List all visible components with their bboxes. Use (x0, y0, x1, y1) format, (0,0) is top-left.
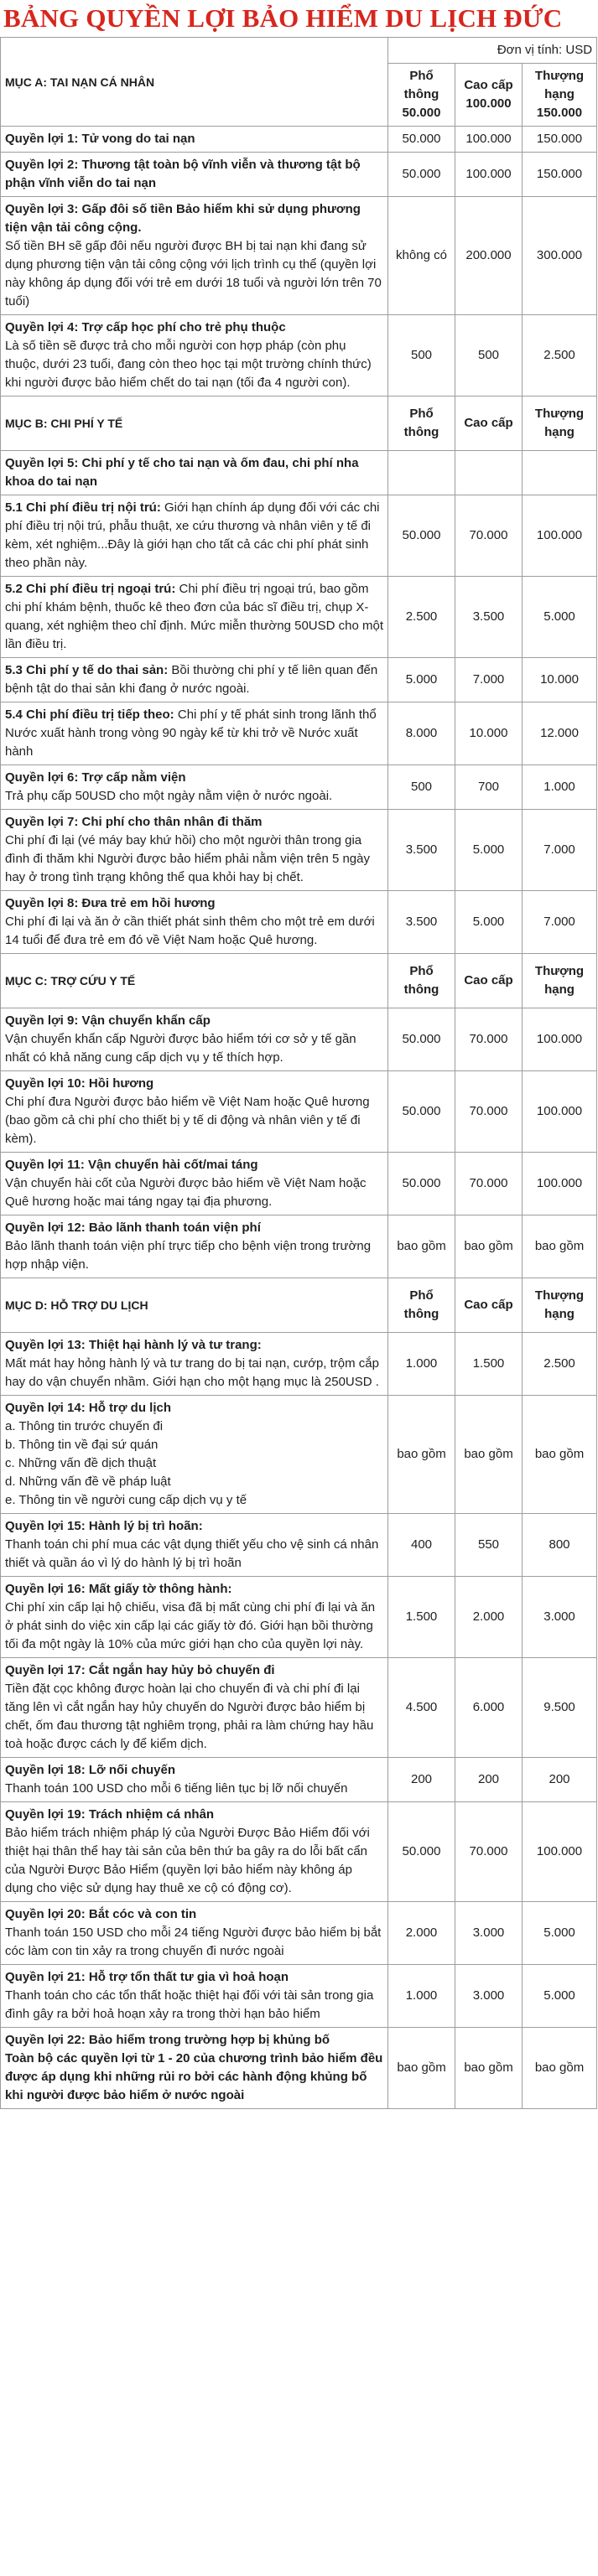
benefit-value: 1.500 (388, 1577, 455, 1658)
benefit-desc-line: b. Thông tin về đại sứ quán (5, 1438, 159, 1452)
benefit-value: 100.000 (523, 1071, 597, 1153)
benefit-value: 100.000 (455, 153, 523, 197)
benefit-value: 150.000 (523, 127, 597, 153)
benefit-value: 7.000 (523, 891, 597, 954)
benefit-name: 5.1 Chi phí điều trị nội trú: (5, 500, 161, 515)
column-header: Thượng hạng 150.000 (523, 64, 597, 127)
benefit-cell (1, 153, 388, 197)
benefit-value: 70.000 (455, 1153, 523, 1215)
benefit-row (1, 127, 597, 153)
benefit-value: 300.000 (523, 197, 597, 315)
benefit-value: 2.500 (388, 577, 455, 658)
benefit-row (1, 495, 597, 577)
benefit-value: 500 (388, 765, 455, 810)
benefit-value: 5.000 (388, 658, 455, 702)
benefit-name: Quyền lợi 18: Lỡ nối chuyến (5, 1763, 176, 1777)
benefit-value: 5.000 (523, 577, 597, 658)
benefit-value: 6.000 (455, 1658, 523, 1758)
column-header: Thượng hạng (523, 1278, 597, 1333)
benefit-cell (1, 495, 388, 577)
benefits-table (0, 37, 597, 2109)
benefit-value: 70.000 (455, 495, 523, 577)
benefit-desc: Thanh toán 100 USD cho mỗi 6 tiếng liên tục bị lỡ nối chuyến (5, 1781, 348, 1796)
benefit-name: 5.2 Chi phí điều trị ngoại trú: (5, 582, 176, 596)
benefit-row (1, 1965, 597, 2028)
benefit-desc: Bảo hiểm trách nhiệm pháp lý của Người Được Bảo Hiểm đối với thiệt hại thân thể hay tài sản của bên thứ ba gây ra do lỗi bất cẩn của Người Được Bảo Hiểm (quyền lợi bảo hiểm này không áp dụng cho việc sử dụng hay thuê xe cộ có động cơ). (5, 1826, 370, 1895)
benefit-value: 1.000 (388, 1333, 455, 1396)
benefit-value: 400 (388, 1514, 455, 1577)
benefit-row (1, 2028, 597, 2109)
section-heading (1, 38, 388, 127)
benefit-row (1, 1514, 597, 1577)
column-header: Phổ thông 50.000 (388, 64, 455, 127)
benefit-row (1, 702, 597, 765)
benefit-name: Quyền lợi 2: Thương tật toàn bộ vĩnh viễn và thương tật bộ phận vĩnh viễn do tai nạn (5, 158, 361, 190)
benefit-value: 5.000 (455, 810, 523, 891)
benefit-name: 5.3 Chi phí y tế do thai sản: (5, 663, 169, 677)
benefit-desc: Chi phí đi lại (vé máy bay khứ hồi) cho một người thân trong gia đình đi thăm khi Người được bảo hiểm phải nằm viện trên 5 ngày hay ở trong tình trạng không thể qua khỏi hay bị chết. (5, 833, 370, 884)
benefit-value: bao gồm (388, 1396, 455, 1514)
benefit-value: 70.000 (455, 1008, 523, 1071)
benefit-value: 2.500 (523, 315, 597, 397)
benefit-value: không có (388, 197, 455, 315)
column-header: Phổ thông (388, 397, 455, 451)
benefit-cell (1, 1758, 388, 1802)
benefit-row (1, 577, 597, 658)
benefit-desc-line: c. Những vấn đề dịch thuật (5, 1456, 157, 1470)
benefit-desc: Thanh toán cho các tổn thất hoặc thiệt hại đối với tài sản trong gia đình gây ra bởi hoả hoạn xảy ra trong thời hạn bảo hiểm (5, 1988, 374, 2021)
benefit-value: 100.000 (523, 1802, 597, 1902)
section-heading (1, 397, 388, 451)
benefit-value: 10.000 (523, 658, 597, 702)
benefit-cell (1, 1658, 388, 1758)
column-header: Cao cấp (455, 397, 523, 451)
benefit-row (1, 1008, 597, 1071)
benefit-cell (1, 1071, 388, 1153)
benefit-desc: Mất mát hay hỏng hành lý và tư trang do bị tai nạn, cướp, trộm cắp hay do vận chuyển nhầm. Giới hạn cho một hạng mục là 250USD . (5, 1356, 379, 1389)
benefit-name: Quyền lợi 10: Hồi hương (5, 1076, 154, 1091)
benefit-name: Quyền lợi 13: Thiệt hại hành lý và tư trang: (5, 1338, 262, 1352)
benefit-name: Quyền lợi 20: Bắt cóc và con tin (5, 1907, 197, 1921)
benefit-desc: Chi phí xin cấp lại hộ chiếu, visa đã bị mất cùng chi phí đi lại và ăn ở phát sinh do việc xin cấp lại các giấy tờ đó. Giới hạn bồi thường tối đa một ngày là 10% của mức giới hạn cho của quyền lợi này. (5, 1600, 376, 1651)
benefit-desc: Trả phụ cấp 50USD cho một ngày nằm viện ở nước ngoài. (5, 789, 333, 803)
section-header-row (1, 38, 597, 64)
benefit-value: bao gồm (523, 1396, 597, 1514)
benefit-name: Quyền lợi 3: Gấp đôi số tiền Bảo hiểm khi sử dụng phương tiện vận tải công cộng. (5, 202, 361, 235)
benefit-desc: Chi phí đưa Người được bảo hiểm về Việt Nam hoặc Quê hương (bao gồm cả chi phí cho thiết bị y tế di động và nhân viên y tế đi kèm). (5, 1095, 370, 1146)
benefit-cell (1, 451, 388, 495)
benefit-value: bao gồm (455, 2028, 523, 2109)
benefit-value: 2.000 (388, 1902, 455, 1965)
column-header: Phổ thông (388, 954, 455, 1008)
benefit-row (1, 658, 597, 702)
benefit-row (1, 891, 597, 954)
benefit-name: 5.4 Chi phí điều trị tiếp theo: (5, 707, 174, 722)
benefit-value: 1.000 (523, 765, 597, 810)
benefit-desc: Thanh toán chi phí mua các vật dụng thiết yếu cho vệ sinh cá nhân thiết và quần áo vì lý do hành lý bị trì hoãn (5, 1537, 379, 1570)
benefit-row (1, 315, 597, 397)
benefit-value: 7.000 (455, 658, 523, 702)
benefit-row (1, 1153, 597, 1215)
section-header-row (1, 397, 597, 451)
benefit-value: 1.500 (455, 1333, 523, 1396)
benefit-value: 3.500 (388, 810, 455, 891)
benefit-row (1, 1902, 597, 1965)
benefit-cell (1, 1514, 388, 1577)
benefit-cell (1, 1396, 388, 1514)
benefit-value: 5.000 (455, 891, 523, 954)
benefit-value: 8.000 (388, 702, 455, 765)
unit-label: Đơn vị tính: USD (388, 38, 597, 64)
benefit-name: Quyền lợi 16: Mất giấy tờ thông hành: (5, 1582, 232, 1596)
benefit-desc: Chi phí đi lại và ăn ở cần thiết phát sinh thêm cho một trẻ em dưới 14 tuổi để đưa trẻ em đó về Việt Nam hoặc Quê hương. (5, 915, 375, 947)
benefit-row (1, 451, 597, 495)
benefit-value: 70.000 (455, 1071, 523, 1153)
benefit-name: Quyền lợi 19: Trách nhiệm cá nhân (5, 1807, 215, 1822)
benefit-cell (1, 1008, 388, 1071)
column-header: Thượng hạng (523, 954, 597, 1008)
section-heading-text: MỤC D: HỖ TRỢ DU LỊCH (5, 1298, 148, 1312)
benefit-value: 200.000 (455, 197, 523, 315)
benefit-row (1, 1396, 597, 1514)
benefit-value: 500 (455, 315, 523, 397)
benefit-value: 50.000 (388, 153, 455, 197)
benefit-value: 200 (455, 1758, 523, 1802)
benefit-value: 1.000 (388, 1965, 455, 2028)
benefit-value: bao gồm (523, 1215, 597, 1278)
column-header: Thượng hạng (523, 397, 597, 451)
benefit-value: bao gồm (523, 2028, 597, 2109)
benefit-desc: Vận chuyển khẩn cấp Người được bảo hiểm tới cơ sở y tế gần nhất có khả năng cung cấp dịch vụ y tế thích hợp. (5, 1032, 356, 1065)
benefit-value: 550 (455, 1514, 523, 1577)
benefit-value: 150.000 (523, 153, 597, 197)
benefit-cell (1, 810, 388, 891)
benefit-value: bao gồm (388, 2028, 455, 2109)
benefit-cell (1, 2028, 388, 2109)
benefit-cell (1, 1802, 388, 1902)
benefit-desc: Vận chuyển hài cốt của Người được bảo hiểm về Việt Nam hoặc Quê hương hoặc mai táng ngay tại địa phương. (5, 1176, 367, 1209)
benefit-value: 100.000 (523, 495, 597, 577)
benefit-name: Quyền lợi 17: Cắt ngắn hay hủy bỏ chuyến đi (5, 1663, 275, 1677)
benefit-cell (1, 891, 388, 954)
column-header: Cao cấp 100.000 (455, 64, 523, 127)
benefit-value: 100.000 (523, 1153, 597, 1215)
benefit-value: 100.000 (455, 127, 523, 153)
benefit-row (1, 197, 597, 315)
benefit-desc: Bồi thường chi phí y tế liên quan đến bệnh tật do thai sản khi đang ở nước ngoài. (5, 663, 378, 696)
benefit-row (1, 1577, 597, 1658)
benefit-name: Quyền lợi 5: Chi phí y tế cho tai nạn và ốm đau, chi phí nha khoa do tai nạn (5, 456, 359, 489)
benefit-value: 4.500 (388, 1658, 455, 1758)
benefit-row (1, 810, 597, 891)
benefit-cell (1, 127, 388, 153)
benefit-desc: Số tiền BH sẽ gấp đôi nếu người được BH bị tai nạn khi đang sử dụng phương tiện vận tải công cộng với lịch trình cụ thể (quyền lợi này không áp dụng đối với trẻ em dưới 18 tuổi và người lớn trên 70 tuổi) (5, 239, 382, 308)
benefit-cell (1, 702, 388, 765)
benefit-desc: Toàn bộ các quyền lợi từ 1 - 20 của chương trình bảo hiểm đều được áp dụng khi những rủi ro bởi các hành động khủng bố khi người được bảo hiểm ở nước ngoài (5, 2051, 383, 2102)
benefit-value: 5.000 (523, 1965, 597, 2028)
benefit-value: 3.000 (455, 1965, 523, 2028)
benefit-row (1, 765, 597, 810)
benefit-value: 50.000 (388, 1802, 455, 1902)
benefit-value: bao gồm (455, 1215, 523, 1278)
section-heading-text: MỤC B: CHI PHÍ Y TẾ (5, 417, 123, 430)
benefit-name: Quyền lợi 22: Bảo hiểm trong trường hợp bị khủng bố (5, 2033, 330, 2047)
benefit-desc: Giới hạn chính áp dụng đối với các chi phí điều trị nội trú, phẫu thuật, xe cứu thương và nhân viên y tế đi kèm, xét nghiệm...Đây là giới hạn cho tất cả các chi phí phát sinh theo phần này. (5, 500, 380, 570)
benefit-desc-line: e. Thông tin về người cung cấp dịch vụ y tế (5, 1493, 247, 1507)
benefit-value: 700 (455, 765, 523, 810)
benefit-desc: Bảo lãnh thanh toán viện phí trực tiếp cho bệnh viện trong trường hợp nhập viện. (5, 1239, 372, 1272)
benefit-value: 3.000 (455, 1902, 523, 1965)
benefit-name: Quyền lợi 6: Trợ cấp nằm viện (5, 770, 186, 785)
section-header-row (1, 1278, 597, 1333)
benefit-desc: Chi phí điều trị ngoại trú, bao gồm chi phí khám bệnh, thuốc kê theo đơn của bác sĩ điều trị, chụp X-quang, xét nghiệm theo chỉ định. Mức miễn thường 50USD cho một lần điều trị. (5, 582, 383, 651)
benefit-cell (1, 1902, 388, 1965)
section-heading-text: MỤC A: TAI NẠN CÁ NHÂN (5, 75, 155, 89)
benefit-value: 50.000 (388, 1153, 455, 1215)
benefit-value: 100.000 (523, 1008, 597, 1071)
benefit-cell (1, 1215, 388, 1278)
benefit-desc-line: a. Thông tin trước chuyến đi (5, 1419, 164, 1433)
benefit-value: 200 (523, 1758, 597, 1802)
benefit-value: 3.500 (455, 577, 523, 658)
column-header: Cao cấp (455, 954, 523, 1008)
benefit-name: Quyền lợi 7: Chi phí cho thân nhân đi thăm (5, 815, 263, 829)
benefit-name: Quyền lợi 8: Đưa trẻ em hồi hương (5, 896, 216, 910)
benefit-cell (1, 765, 388, 810)
benefit-row (1, 1333, 597, 1396)
page-title: BẢNG QUYỀN LỢI BẢO HIỂM DU LỊCH ĐỨC (3, 3, 563, 33)
benefit-value: 9.500 (523, 1658, 597, 1758)
benefit-value: 500 (388, 315, 455, 397)
benefit-value: bao gồm (455, 1396, 523, 1514)
section-heading (1, 954, 388, 1008)
benefit-row (1, 1758, 597, 1802)
section-heading (1, 1278, 388, 1333)
benefit-desc: Là số tiền sẽ được trả cho mỗi người con hợp pháp (còn phụ thuộc, dưới 23 tuổi, đang còn theo học tại một trường chính thức) khi người được bảo hiểm chết do tai nạn (tối đa 4 người con). (5, 339, 372, 390)
column-header: Cao cấp (455, 1278, 523, 1333)
benefit-value: 70.000 (455, 1802, 523, 1902)
benefit-name: Quyền lợi 1: Tử vong do tai nạn (5, 132, 195, 146)
section-header-row (1, 954, 597, 1008)
benefit-value: 7.000 (523, 810, 597, 891)
benefit-value: 2.500 (523, 1333, 597, 1396)
benefit-value: 3.000 (523, 1577, 597, 1658)
benefit-name: Quyền lợi 4: Trợ cấp học phí cho trẻ phụ thuộc (5, 320, 286, 334)
benefit-value: bao gồm (388, 1215, 455, 1278)
benefit-cell (1, 315, 388, 397)
benefit-row (1, 153, 597, 197)
benefit-value (523, 451, 597, 495)
benefit-name: Quyền lợi 14: Hỗ trợ du lịch (5, 1401, 172, 1415)
benefit-row (1, 1215, 597, 1278)
benefit-desc: Thanh toán 150 USD cho mỗi 24 tiếng Người được bảo hiểm bị bắt cóc làm con tin xảy ra trong chuyến đi nước ngoài (5, 1926, 382, 1958)
benefit-name: Quyền lợi 12: Bảo lãnh thanh toán viện phí (5, 1221, 261, 1235)
benefit-value: 2.000 (455, 1577, 523, 1658)
benefit-value: 800 (523, 1514, 597, 1577)
benefit-value: 3.500 (388, 891, 455, 954)
benefit-desc: Tiền đặt cọc không được hoàn lại cho chuyến đi và chi phí đi lại tăng lên vì cắt ngắn hay hủy chuyến do Người được bảo hiểm bị chết, ốm đau thương tật nghiêm trọng, phải ra làm chứng hay hầu toà hoặc được cách ly để kiểm dịch. (5, 1682, 374, 1751)
benefit-value: 200 (388, 1758, 455, 1802)
benefit-row (1, 1071, 597, 1153)
benefit-value: 50.000 (388, 1008, 455, 1071)
column-header: Phổ thông (388, 1278, 455, 1333)
benefit-cell (1, 1965, 388, 2028)
section-heading-text: MỤC C: TRỢ CỨU Y TẾ (5, 974, 136, 987)
benefit-cell (1, 1153, 388, 1215)
benefit-cell (1, 577, 388, 658)
benefit-value: 50.000 (388, 495, 455, 577)
benefit-desc: Chi phí y tế phát sinh trong lãnh thổ Nước xuất hành trong vòng 90 ngày kể từ khi trở về Nước xuất hành (5, 707, 377, 759)
benefit-cell (1, 1577, 388, 1658)
benefit-value: 50.000 (388, 1071, 455, 1153)
benefit-value: 50.000 (388, 127, 455, 153)
benefit-value (388, 451, 455, 495)
benefit-name: Quyền lợi 9: Vận chuyển khẩn cấp (5, 1013, 211, 1028)
benefit-row (1, 1658, 597, 1758)
benefit-cell (1, 1333, 388, 1396)
benefit-name: Quyền lợi 11: Vận chuyển hài cốt/mai táng (5, 1158, 258, 1172)
benefit-value: 5.000 (523, 1902, 597, 1965)
benefit-name: Quyền lợi 15: Hành lý bị trì hoãn: (5, 1519, 203, 1533)
benefit-cell (1, 658, 388, 702)
benefit-value: 12.000 (523, 702, 597, 765)
benefit-cell (1, 197, 388, 315)
benefit-row (1, 1802, 597, 1902)
benefit-value (455, 451, 523, 495)
benefit-value: 10.000 (455, 702, 523, 765)
benefit-desc-line: d. Những vấn đề về pháp luật (5, 1475, 171, 1489)
benefit-name: Quyền lợi 21: Hỗ trợ tổn thất tư gia vì hoả hoạn (5, 1970, 289, 1984)
